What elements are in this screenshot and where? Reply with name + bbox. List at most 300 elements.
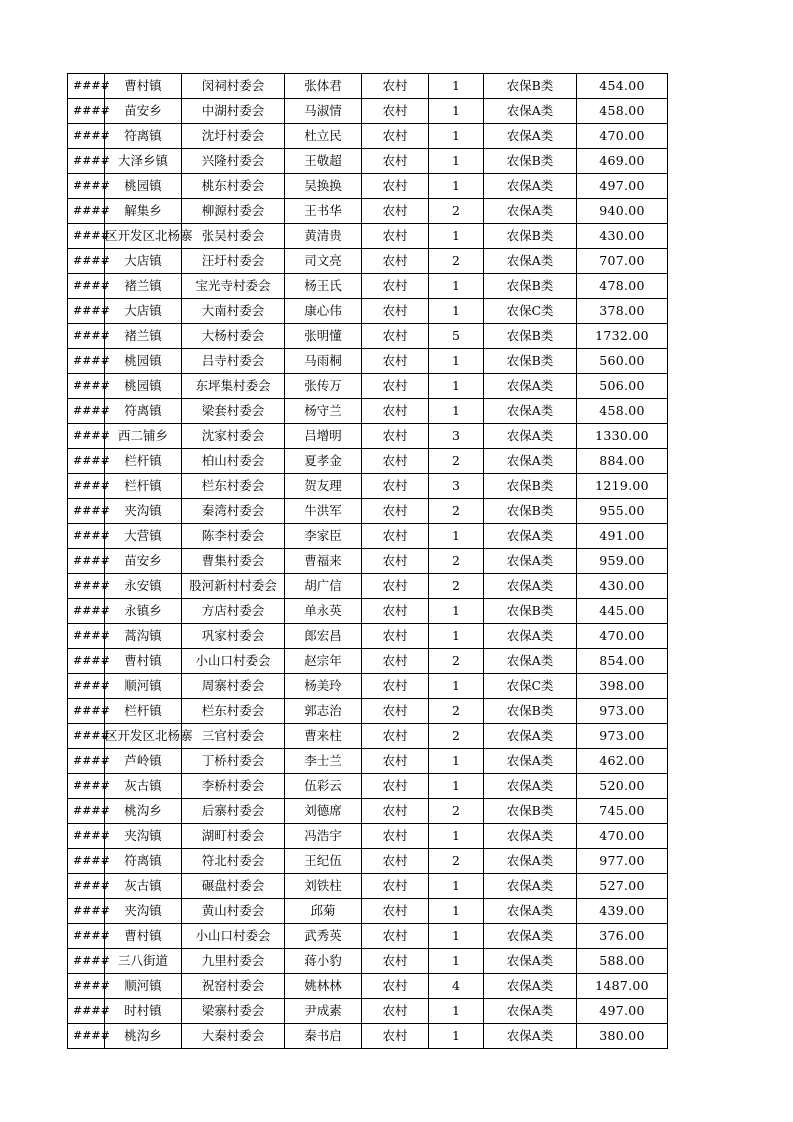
amount-cell: 560.00 [577,349,668,374]
id-cell: #### [68,174,105,199]
amount-cell: 1330.00 [577,424,668,449]
area-type-cell: 农村 [362,649,429,674]
name-cell: 马淑情 [285,99,362,124]
village-cell: 闵祠村委会 [182,74,285,99]
name-cell: 单永英 [285,599,362,624]
category-cell: 农保B类 [484,799,577,824]
id-cell: #### [68,924,105,949]
category-cell: 农保A类 [484,1024,577,1049]
village-cell: 后寨村委会 [182,799,285,824]
table-row [68,724,668,749]
id-cell: #### [68,649,105,674]
village-cell: 九里村委会 [182,949,285,974]
amount-cell: 469.00 [577,149,668,174]
town-cell: 栏杆镇 [105,699,182,724]
town-cell: 曹村镇 [105,924,182,949]
village-cell: 桃东村委会 [182,174,285,199]
area-type-cell: 农村 [362,524,429,549]
area-type-cell: 农村 [362,674,429,699]
table-row [68,649,668,674]
count-cell: 4 [429,974,484,999]
village-cell: 宝光寺村委会 [182,274,285,299]
category-cell: 农保A类 [484,249,577,274]
category-cell: 农保A类 [484,99,577,124]
name-cell: 杨守兰 [285,399,362,424]
village-cell: 柏山村委会 [182,449,285,474]
table-row [68,324,668,349]
area-type-cell: 农村 [362,124,429,149]
count-cell: 1 [429,124,484,149]
amount-cell: 491.00 [577,524,668,549]
village-cell: 三官村委会 [182,724,285,749]
village-cell: 小山口村委会 [182,924,285,949]
count-cell: 1 [429,599,484,624]
category-cell: 农保A类 [484,549,577,574]
name-cell: 黄清贵 [285,224,362,249]
amount-cell: 470.00 [577,624,668,649]
village-cell: 秦湾村委会 [182,499,285,524]
town-cell: 栏杆镇 [105,449,182,474]
amount-cell: 470.00 [577,124,668,149]
area-type-cell: 农村 [362,274,429,299]
table-row [68,574,668,599]
category-cell: 农保A类 [484,574,577,599]
name-cell: 王敬超 [285,149,362,174]
amount-cell: 854.00 [577,649,668,674]
village-cell: 李桥村委会 [182,774,285,799]
amount-cell: 497.00 [577,999,668,1024]
id-cell: #### [68,349,105,374]
town-cell: 夹沟镇 [105,824,182,849]
count-cell: 1 [429,374,484,399]
id-cell: #### [68,724,105,749]
town-cell: 永镇乡 [105,599,182,624]
village-cell: 方店村委会 [182,599,285,624]
id-cell: #### [68,1024,105,1049]
area-type-cell: 农村 [362,174,429,199]
name-cell: 胡广信 [285,574,362,599]
count-cell: 1 [429,74,484,99]
table-row [68,999,668,1024]
area-type-cell: 农村 [362,599,429,624]
name-cell: 牛洪军 [285,499,362,524]
town-cell: 永安镇 [105,574,182,599]
amount-cell: 1732.00 [577,324,668,349]
town-cell: 灰古镇 [105,874,182,899]
category-cell: 农保A类 [484,649,577,674]
village-cell: 祝窑村委会 [182,974,285,999]
count-cell: 1 [429,624,484,649]
count-cell: 2 [429,849,484,874]
category-cell: 农保A类 [484,424,577,449]
category-cell: 农保B类 [484,149,577,174]
name-cell: 杜立民 [285,124,362,149]
area-type-cell: 农村 [362,999,429,1024]
table-row [68,124,668,149]
village-cell: 柳源村委会 [182,199,285,224]
amount-cell: 398.00 [577,674,668,699]
count-cell: 1 [429,524,484,549]
amount-cell: 955.00 [577,499,668,524]
id-cell: #### [68,449,105,474]
area-type-cell: 农村 [362,224,429,249]
table-row [68,749,668,774]
id-cell: #### [68,299,105,324]
name-cell: 蒋小豹 [285,949,362,974]
area-type-cell: 农村 [362,549,429,574]
amount-cell: 520.00 [577,774,668,799]
town-cell: 褚兰镇 [105,274,182,299]
category-cell: 农保A类 [484,924,577,949]
count-cell: 2 [429,799,484,824]
table-row [68,174,668,199]
amount-cell: 745.00 [577,799,668,824]
name-cell: 李家臣 [285,524,362,549]
count-cell: 1 [429,274,484,299]
amount-cell: 439.00 [577,899,668,924]
id-cell: #### [68,74,105,99]
category-cell: 农保A类 [484,874,577,899]
category-cell: 农保B类 [484,349,577,374]
count-cell: 1 [429,899,484,924]
count-cell: 2 [429,199,484,224]
village-cell: 吕寺村委会 [182,349,285,374]
id-cell: #### [68,99,105,124]
name-cell: 郎宏昌 [285,624,362,649]
table-body [68,74,668,1049]
category-cell: 农保A类 [484,724,577,749]
table-row [68,424,668,449]
count-cell: 3 [429,474,484,499]
data-table [67,73,668,1049]
name-cell: 赵宗年 [285,649,362,674]
village-cell: 符北村委会 [182,849,285,874]
name-cell: 刘铁柱 [285,874,362,899]
id-cell: #### [68,899,105,924]
name-cell: 伍彩云 [285,774,362,799]
name-cell: 冯浩宇 [285,824,362,849]
id-cell: #### [68,149,105,174]
town-cell: 桃园镇 [105,374,182,399]
village-cell: 栏东村委会 [182,474,285,499]
name-cell: 吕增明 [285,424,362,449]
table-row [68,99,668,124]
category-cell: 农保A类 [484,949,577,974]
town-cell: 夹沟镇 [105,499,182,524]
category-cell: 农保B类 [484,324,577,349]
name-cell: 王纪伍 [285,849,362,874]
village-cell: 小山口村委会 [182,649,285,674]
town-cell: 桃园镇 [105,174,182,199]
id-cell: #### [68,549,105,574]
name-cell: 司文亮 [285,249,362,274]
town-cell: 大店镇 [105,299,182,324]
name-cell: 李士兰 [285,749,362,774]
name-cell: 姚林林 [285,974,362,999]
name-cell: 张体君 [285,74,362,99]
table-row [68,824,668,849]
village-cell: 汪圩村委会 [182,249,285,274]
name-cell: 马雨桐 [285,349,362,374]
table-row [68,799,668,824]
name-cell: 刘德席 [285,799,362,824]
amount-cell: 940.00 [577,199,668,224]
table-row [68,899,668,924]
village-cell: 碾盘村委会 [182,874,285,899]
id-cell: #### [68,524,105,549]
table-row [68,674,668,699]
table-row [68,349,668,374]
village-cell: 中湖村委会 [182,99,285,124]
village-cell: 梁套村委会 [182,399,285,424]
amount-cell: 1219.00 [577,474,668,499]
id-cell: #### [68,399,105,424]
town-cell: 符离镇 [105,849,182,874]
area-type-cell: 农村 [362,949,429,974]
table-row [68,374,668,399]
count-cell: 1 [429,1024,484,1049]
name-cell: 吴换换 [285,174,362,199]
amount-cell: 497.00 [577,174,668,199]
table-row [68,624,668,649]
id-cell: #### [68,874,105,899]
category-cell: 农保A类 [484,199,577,224]
id-cell: #### [68,974,105,999]
town-cell: 苗安乡 [105,549,182,574]
name-cell: 杨王氏 [285,274,362,299]
amount-cell: 430.00 [577,574,668,599]
id-cell: #### [68,374,105,399]
town-cell: 三八街道 [105,949,182,974]
amount-cell: 445.00 [577,599,668,624]
area-type-cell: 农村 [362,874,429,899]
table-row [68,524,668,549]
area-type-cell: 农村 [362,199,429,224]
name-cell: 杨美玲 [285,674,362,699]
count-cell: 1 [429,99,484,124]
town-cell: 解集乡 [105,199,182,224]
area-type-cell: 农村 [362,374,429,399]
village-cell: 大杨村委会 [182,324,285,349]
area-type-cell: 农村 [362,799,429,824]
id-cell: #### [68,324,105,349]
id-cell: #### [68,824,105,849]
category-cell: 农保C类 [484,674,577,699]
table-row [68,699,668,724]
area-type-cell: 农村 [362,424,429,449]
town-cell: 灰古镇 [105,774,182,799]
table-row [68,224,668,249]
area-type-cell: 农村 [362,749,429,774]
id-cell: #### [68,474,105,499]
name-cell: 曹来柱 [285,724,362,749]
area-type-cell: 农村 [362,924,429,949]
count-cell: 2 [429,499,484,524]
village-cell: 梁寨村委会 [182,999,285,1024]
area-type-cell: 农村 [362,99,429,124]
count-cell: 1 [429,149,484,174]
count-cell: 2 [429,549,484,574]
name-cell: 康心伟 [285,299,362,324]
town-cell: 曹村镇 [105,74,182,99]
id-cell: #### [68,674,105,699]
area-type-cell: 农村 [362,724,429,749]
town-cell: 芦岭镇 [105,749,182,774]
amount-cell: 707.00 [577,249,668,274]
amount-cell: 506.00 [577,374,668,399]
area-type-cell: 农村 [362,149,429,174]
count-cell: 1 [429,399,484,424]
village-cell: 湖町村委会 [182,824,285,849]
count-cell: 2 [429,449,484,474]
count-cell: 1 [429,874,484,899]
id-cell: #### [68,774,105,799]
id-cell: #### [68,249,105,274]
amount-cell: 454.00 [577,74,668,99]
town-cell: 符离镇 [105,124,182,149]
category-cell: 农保A类 [484,399,577,424]
village-cell: 周寨村委会 [182,674,285,699]
town-cell: 符离镇 [105,399,182,424]
town-cell: 褚兰镇 [105,324,182,349]
category-cell: 农保A类 [484,449,577,474]
table-row [68,949,668,974]
count-cell: 1 [429,824,484,849]
category-cell: 农保B类 [484,224,577,249]
town-cell: 桃沟乡 [105,1024,182,1049]
table-row [68,874,668,899]
category-cell: 农保A类 [484,774,577,799]
table-row [68,549,668,574]
id-cell: #### [68,849,105,874]
name-cell: 郭志治 [285,699,362,724]
area-type-cell: 农村 [362,774,429,799]
name-cell: 王书华 [285,199,362,224]
name-cell: 尹成素 [285,999,362,1024]
id-cell: #### [68,424,105,449]
name-cell: 邱菊 [285,899,362,924]
area-type-cell: 农村 [362,349,429,374]
category-cell: 农保A类 [484,374,577,399]
village-cell: 栏东村委会 [182,699,285,724]
name-cell: 武秀英 [285,924,362,949]
category-cell: 农保A类 [484,849,577,874]
id-cell: #### [68,624,105,649]
category-cell: 农保A类 [484,824,577,849]
table-row [68,149,668,174]
village-cell: 丁桥村委会 [182,749,285,774]
town-cell: 曹村镇 [105,649,182,674]
id-cell: #### [68,124,105,149]
count-cell: 2 [429,724,484,749]
village-cell: 股河新村村委会 [182,574,285,599]
id-cell: #### [68,699,105,724]
table-row [68,849,668,874]
category-cell: 农保A类 [484,524,577,549]
table-row [68,274,668,299]
area-type-cell: 农村 [362,849,429,874]
area-type-cell: 农村 [362,324,429,349]
amount-cell: 376.00 [577,924,668,949]
village-cell: 大秦村委会 [182,1024,285,1049]
village-cell: 沈家村委会 [182,424,285,449]
id-cell: #### [68,799,105,824]
village-cell: 沈圩村委会 [182,124,285,149]
town-cell: 大营镇 [105,524,182,549]
amount-cell: 380.00 [577,1024,668,1049]
amount-cell: 973.00 [577,699,668,724]
table-row [68,474,668,499]
village-cell: 黄山村委会 [182,899,285,924]
count-cell: 1 [429,774,484,799]
town-cell: 大泽乡镇 [105,149,182,174]
count-cell: 1 [429,949,484,974]
category-cell: 农保B类 [484,74,577,99]
town-cell: 区开发区北杨寨 [105,724,182,749]
category-cell: 农保C类 [484,299,577,324]
area-type-cell: 农村 [362,474,429,499]
name-cell: 贺友理 [285,474,362,499]
name-cell: 张明懂 [285,324,362,349]
village-cell: 大南村委会 [182,299,285,324]
area-type-cell: 农村 [362,249,429,274]
name-cell: 曹福来 [285,549,362,574]
count-cell: 1 [429,174,484,199]
table-row [68,74,668,99]
area-type-cell: 农村 [362,74,429,99]
area-type-cell: 农村 [362,449,429,474]
count-cell: 2 [429,574,484,599]
village-cell: 兴隆村委会 [182,149,285,174]
table-row [68,774,668,799]
category-cell: 农保A类 [484,749,577,774]
id-cell: #### [68,224,105,249]
town-cell: 时村镇 [105,999,182,1024]
category-cell: 农保B类 [484,474,577,499]
table-row [68,1024,668,1049]
area-type-cell: 农村 [362,1024,429,1049]
name-cell: 夏孝金 [285,449,362,474]
count-cell: 1 [429,349,484,374]
amount-cell: 470.00 [577,824,668,849]
table-row [68,924,668,949]
town-cell: 夹沟镇 [105,899,182,924]
amount-cell: 430.00 [577,224,668,249]
area-type-cell: 农村 [362,624,429,649]
category-cell: 农保A类 [484,974,577,999]
table-row [68,249,668,274]
town-cell: 蒿沟镇 [105,624,182,649]
amount-cell: 884.00 [577,449,668,474]
id-cell: #### [68,599,105,624]
village-cell: 东坪集村委会 [182,374,285,399]
amount-cell: 588.00 [577,949,668,974]
id-cell: #### [68,199,105,224]
category-cell: 农保B类 [484,599,577,624]
id-cell: #### [68,274,105,299]
category-cell: 农保A类 [484,899,577,924]
area-type-cell: 农村 [362,699,429,724]
village-cell: 巩家村委会 [182,624,285,649]
category-cell: 农保A类 [484,999,577,1024]
count-cell: 1 [429,299,484,324]
table-row [68,499,668,524]
town-cell: 桃沟乡 [105,799,182,824]
count-cell: 1 [429,924,484,949]
area-type-cell: 农村 [362,574,429,599]
amount-cell: 1487.00 [577,974,668,999]
category-cell: 农保A类 [484,174,577,199]
